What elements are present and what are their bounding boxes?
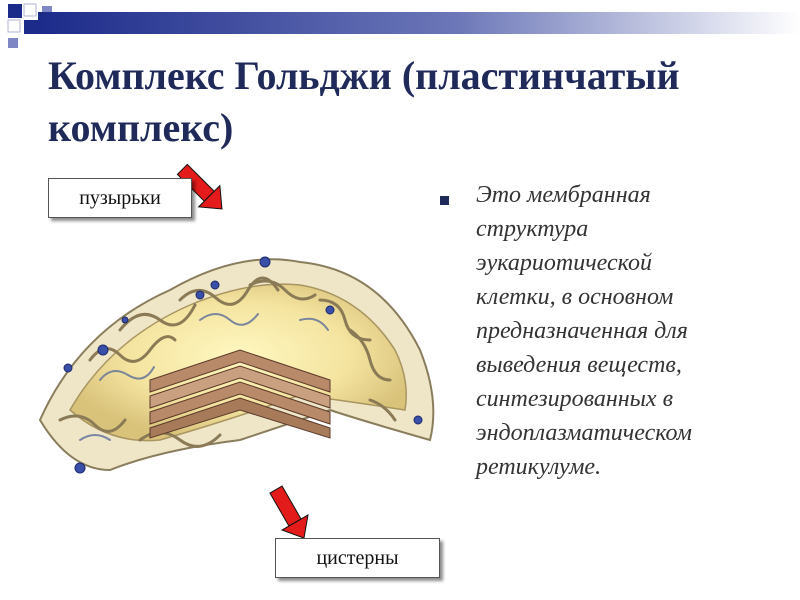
slide-title: Комплекс Гольджи (пластинчатый комплекс) (48, 53, 680, 150)
bullet-line: предназначенная для (476, 318, 688, 344)
bullet-line: эндоплазматическом (476, 420, 692, 446)
bullet-line: ретикулуме. (476, 454, 602, 480)
bullet-line: структура (476, 216, 589, 242)
bullet-line: синтезированных в (476, 386, 673, 412)
bullet-line: выведения веществ, (476, 352, 682, 378)
bullet-line: Это мембранная (476, 182, 651, 208)
bullet-line: эукариотической (476, 250, 652, 276)
bullet-text (476, 178, 776, 484)
vesicles-label: пузырьки (48, 178, 192, 218)
bullet-line: клетки, в основном (476, 284, 674, 310)
square-bullet-icon (440, 196, 449, 205)
cisterns-label: цистерны (275, 538, 440, 578)
